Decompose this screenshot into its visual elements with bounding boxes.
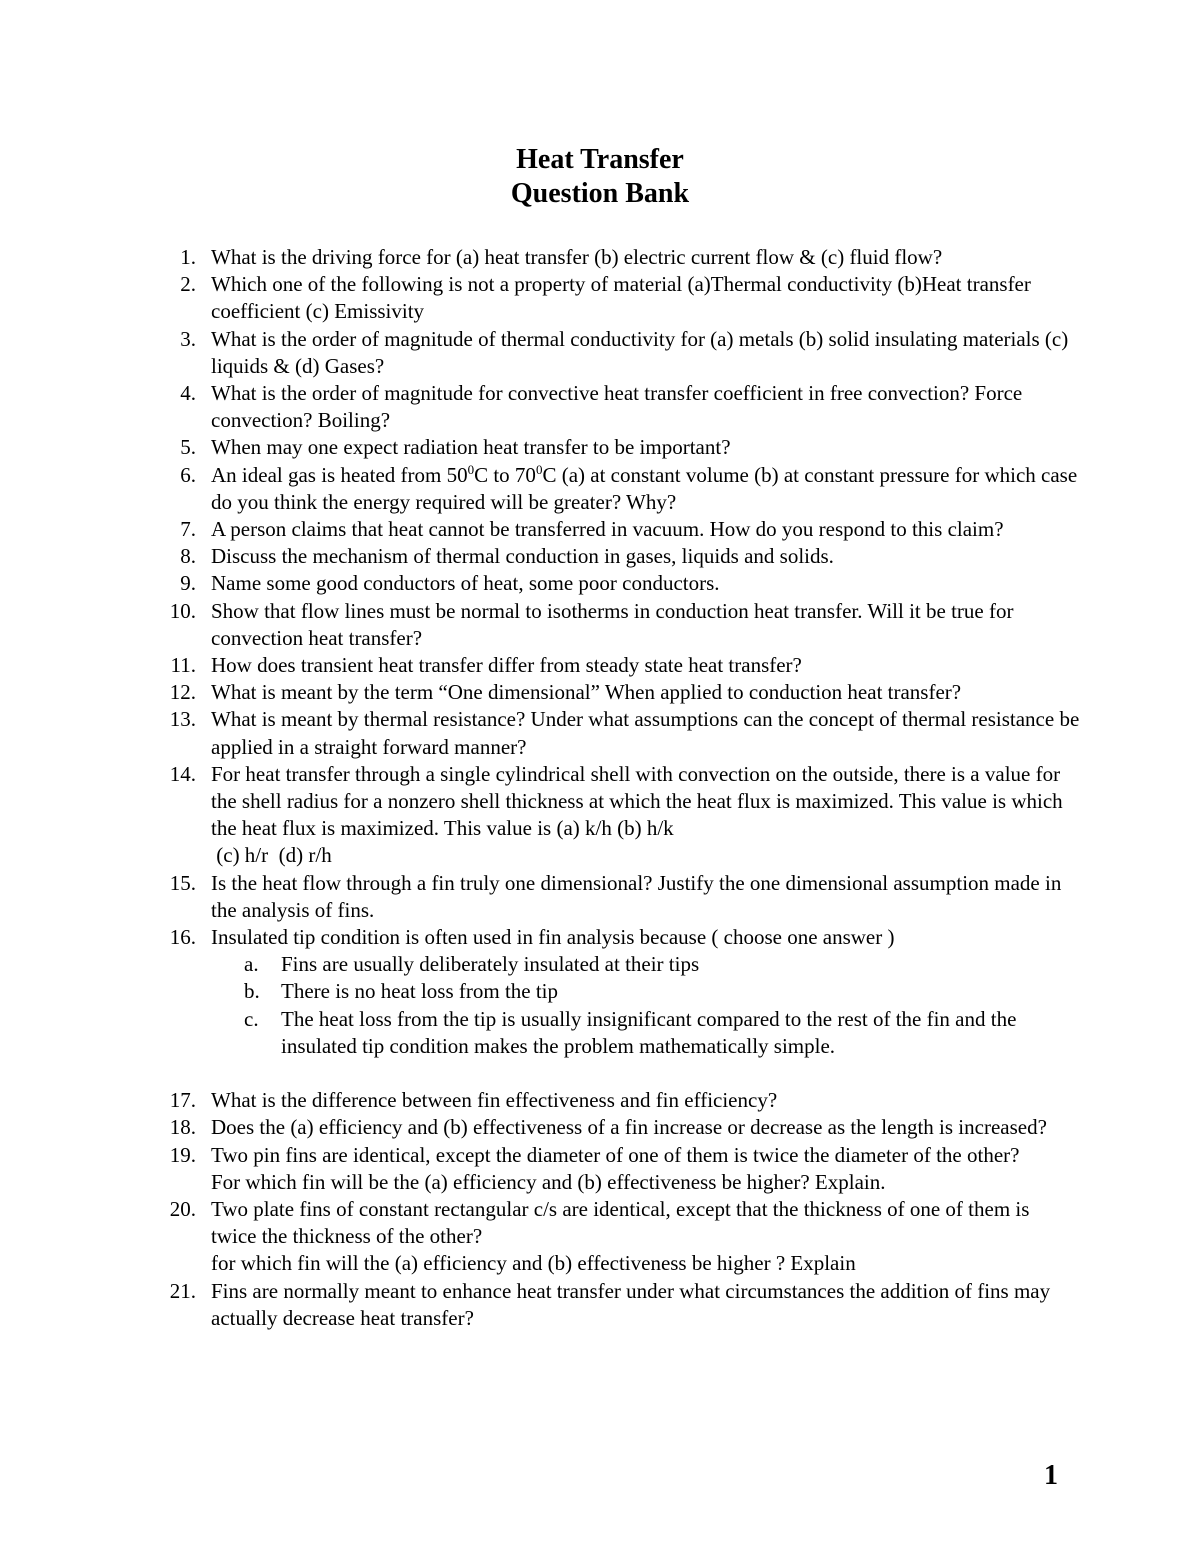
question-item (160, 271, 1080, 325)
blank-line (160, 1060, 1080, 1087)
page-number: 1 (1044, 1460, 1058, 1491)
question-text: A person claims that heat cannot be transferred in vacuum. How do you respond to this claim? (211, 517, 1004, 542)
question-text: For heat transfer through a single cylindrical shell with convection on the outside, there is a value for the shell radius for a nonzero shell thickness at which the heat flux is maximized. This value is which the heat flux is maximized. This value is (a) k/h (b) h/k (211, 761, 1063, 841)
question-item (160, 434, 1080, 461)
question-number: 6. (180, 462, 196, 487)
question-number: 20. (169, 1196, 196, 1221)
question-number: 21. (169, 1278, 196, 1303)
question-text: Does the (a) efficiency and (b) effectiveness of a fin increase or decrease as the length is increased? (211, 1115, 1047, 1140)
question-item (160, 1142, 1080, 1196)
question-text: When may one expect radiation heat transfer to be important? (211, 435, 731, 460)
question-item (160, 244, 1080, 271)
question-number: 19. (169, 1142, 196, 1167)
answer-option (160, 1006, 1080, 1060)
option-letter: c. (244, 1006, 259, 1031)
question-text: What is the driving force for (a) heat transfer (b) electric current flow & (c) fluid flow? (211, 245, 943, 269)
option-text: There is no heat loss from the tip (281, 979, 559, 1004)
question-number: 11. (170, 653, 196, 678)
question-item (160, 462, 1080, 516)
question-number: 13. (169, 707, 196, 732)
question-text-part: C (a) at constant volume (b) at constant pressure for which case do you think the energy required will be greater? Why? (211, 462, 1078, 514)
question-text (211, 462, 1080, 516)
question-item (160, 679, 1080, 706)
question-number: 5. (180, 435, 196, 460)
question-continuation: For which fin will be the (a) efficiency and (b) effectiveness be higher? Explain. (211, 1169, 886, 1194)
question-text: Discuss the mechanism of thermal conduction in gases, liquids and solids. (211, 544, 834, 569)
question-continuation: for which fin will the (a) efficiency and (b) effectiveness be higher ? Explain (211, 1251, 856, 1276)
option-text: Fins are usually deliberately insulated at their tips (281, 952, 700, 977)
degree-superscript: 0 (467, 461, 475, 477)
question-number: 10. (169, 598, 196, 623)
question-text: Fins are normally meant to enhance heat transfer under what circumstances the addition of fins may actually decrease heat transfer? (211, 1278, 1051, 1330)
question-text: What is the order of magnitude of thermal conductivity for (a) metals (b) solid insulating materials (c) liquids & (d) Gases? (211, 326, 1069, 378)
question-text: What is the difference between fin effectiveness and fin efficiency? (211, 1088, 778, 1113)
question-number: 7. (180, 517, 196, 542)
question-number: 1. (180, 245, 196, 269)
question-text: Two plate fins of constant rectangular c/s are identical, except that the thickness of one of them is twice the thickness of the other? (211, 1196, 1030, 1249)
question-item (160, 761, 1080, 870)
question-text: What is the order of magnitude for convective heat transfer coefficient in free convection? Force convection? Boiling? (211, 381, 1023, 433)
question-item (160, 543, 1080, 570)
question-text-part: C to 70 (474, 462, 536, 487)
question-text: What is meant by thermal resistance? Under what assumptions can the concept of thermal resistance be applied in a straight forward manner? (211, 707, 1080, 759)
question-text: Two pin fins are identical, except the diameter of one of them is twice the diameter of the other? (211, 1142, 1020, 1167)
question-text: Which one of the following is not a property of material (a)Thermal conductivity (b)Heat transfer coefficient (c) Emissivity (211, 272, 1031, 324)
question-text: What is meant by the term “One dimensional” When applied to conduction heat transfer? (211, 680, 962, 705)
answer-options (211, 951, 1080, 1060)
question-number: 16. (169, 925, 196, 950)
question-text: Show that flow lines must be normal to isotherms in conduction heat transfer. Will it be true for convection heat transfer? (211, 598, 1014, 650)
question-number: 9. (180, 571, 196, 596)
question-text-part: An ideal gas is heated from 50 (211, 462, 468, 487)
question-item (160, 516, 1080, 543)
option-letter: a. (244, 952, 259, 977)
title-block (0, 143, 1200, 211)
question-text: Name some good conductors of heat, some poor conductors. (211, 571, 720, 596)
question-item (160, 1196, 1080, 1278)
question-item (160, 380, 1080, 434)
question-number: 3. (180, 326, 196, 351)
question-number: 17. (169, 1088, 196, 1113)
question-item (160, 870, 1080, 924)
option-letter: b. (244, 979, 260, 1004)
question-item (160, 326, 1080, 380)
question-continuation: (c) h/r (d) r/h (211, 843, 332, 868)
question-number: 4. (180, 381, 196, 406)
answer-option (160, 978, 1080, 1005)
degree-superscript: 0 (535, 461, 543, 477)
question-item (160, 924, 1080, 1060)
question-list (160, 244, 1080, 1332)
question-item (160, 570, 1080, 597)
question-item (160, 706, 1080, 760)
question-number: 14. (169, 761, 196, 786)
question-item (160, 1114, 1080, 1141)
question-text: Insulated tip condition is often used in fin analysis because ( choose one answer ) (211, 925, 895, 950)
question-number: 8. (180, 544, 196, 569)
question-number: 15. (169, 870, 196, 895)
question-item (160, 1278, 1080, 1332)
question-number: 12. (169, 680, 196, 705)
question-item (160, 598, 1080, 652)
question-item (160, 1087, 1080, 1114)
document-title: Heat Transfer (516, 144, 684, 175)
option-text: The heat loss from the tip is usually insignificant compared to the rest of the fin and the insulated tip condition makes the problem mathematically simple. (281, 1006, 1017, 1058)
document-subtitle: Question Bank (510, 178, 690, 209)
question-text: How does transient heat transfer differ from steady state heat transfer? (211, 653, 802, 678)
answer-option (160, 951, 1080, 978)
question-number: 2. (180, 272, 196, 297)
question-number: 18. (169, 1115, 196, 1140)
question-text: Is the heat flow through a fin truly one dimensional? Justify the one dimensional assumption made in the analysis of fins. (211, 870, 1062, 922)
question-item (160, 652, 1080, 679)
